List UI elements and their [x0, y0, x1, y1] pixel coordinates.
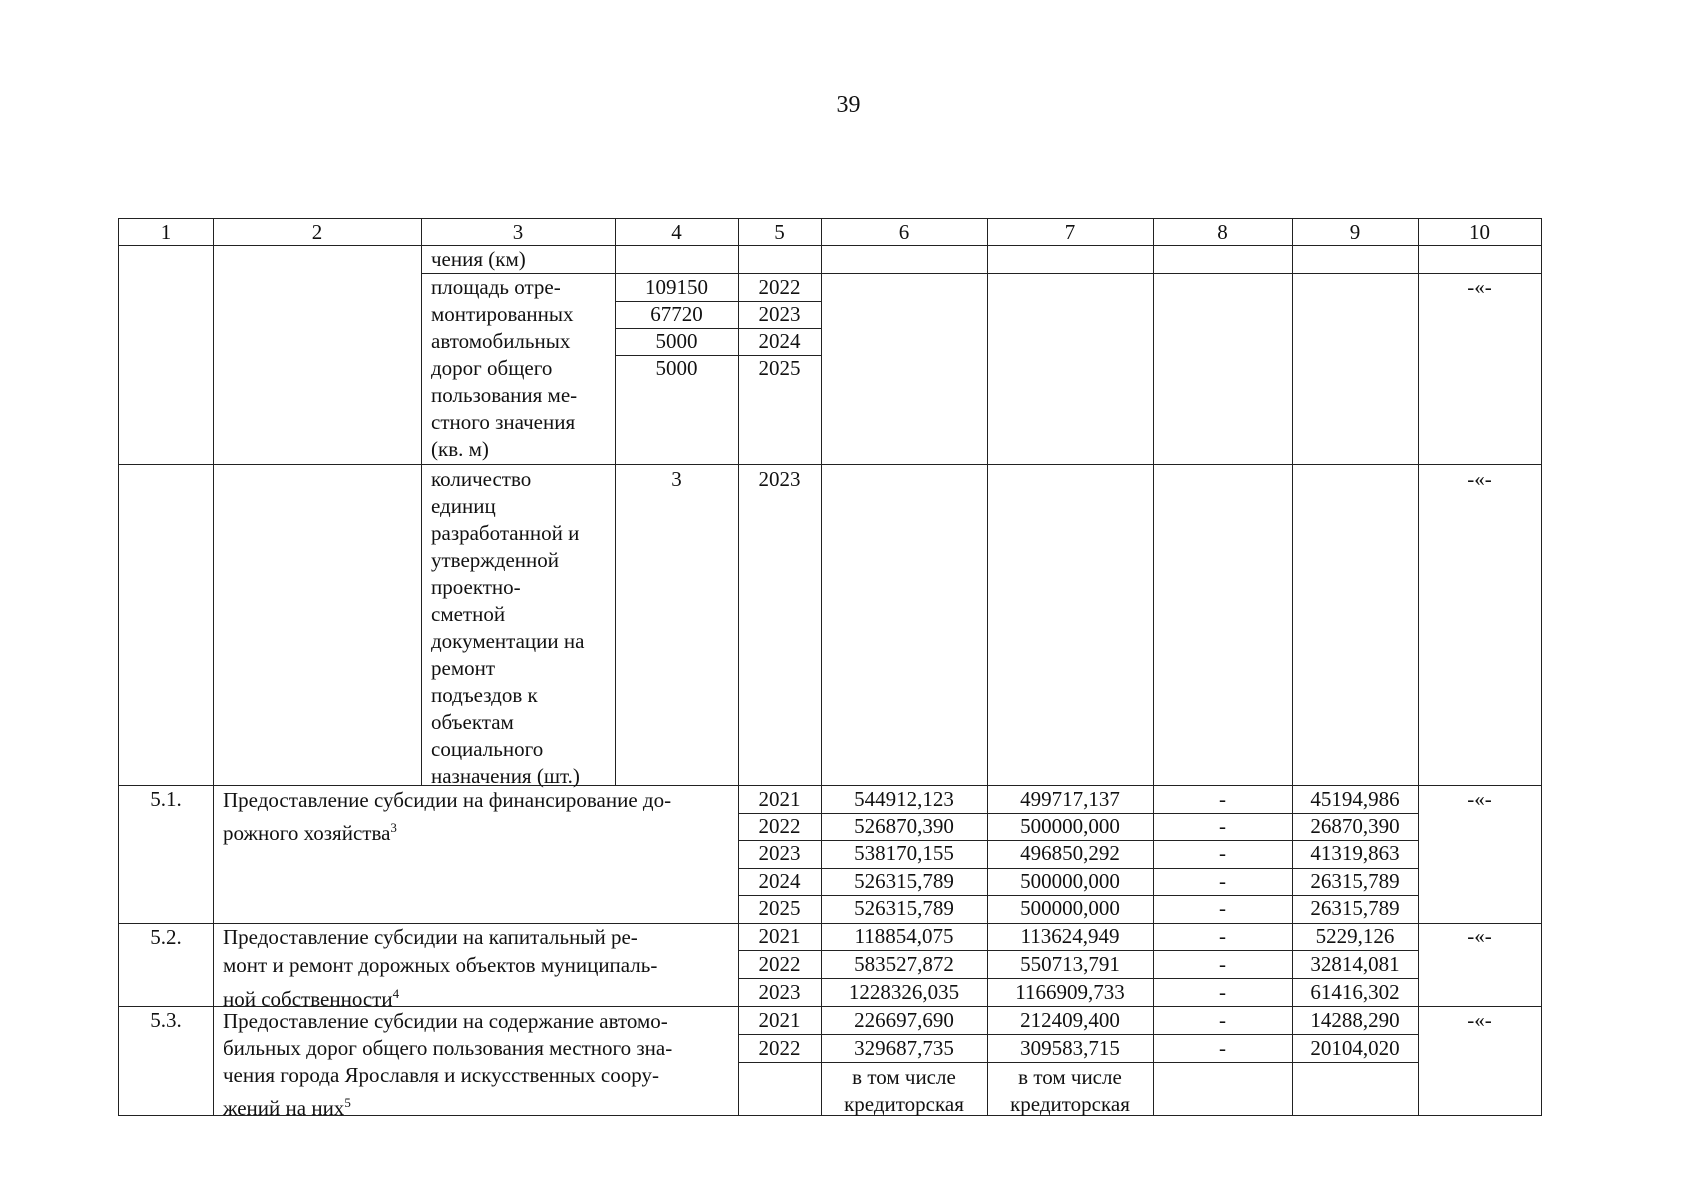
year-cell: 2021	[758, 787, 801, 811]
regional-cell: 500000,000	[1020, 869, 1120, 893]
footnote-mark: 4	[392, 986, 400, 1001]
row-title: жений на них$^5$	[223, 1095, 351, 1120]
row-number: 5.1.	[150, 787, 182, 811]
col-line	[421, 219, 422, 786]
regional-cell: 212409,400	[1020, 1008, 1120, 1032]
year-cell: 2022	[758, 952, 801, 976]
header-cell: 8	[1217, 220, 1228, 244]
total-cell: 1228326,035	[848, 980, 960, 1004]
total-cell: 526870,390	[854, 814, 954, 838]
regional-cell-note: в том числе	[1018, 1065, 1122, 1089]
total-cell: 526315,789	[854, 869, 954, 893]
row-title: монт и ремонт дорожных объектов муниципаль-	[223, 953, 658, 977]
regional-cell: 309583,715	[1020, 1036, 1120, 1060]
indicator-text: социального	[431, 737, 544, 761]
indicator-text: документации на	[431, 629, 585, 653]
indicator-text: разработанной и	[431, 521, 580, 545]
total-cell: 538170,155	[854, 841, 954, 865]
header-cell: 2	[311, 220, 323, 244]
total-cell: 226697,690	[854, 1008, 954, 1032]
indicator-text: количество	[431, 467, 532, 491]
target-value: 3	[671, 467, 682, 491]
header-cell: 1	[160, 220, 172, 244]
total-cell: 526315,789	[854, 896, 954, 920]
row-title: Предоставление субсидии на содержание автомо-	[223, 1009, 668, 1033]
indicator-text: назначения (шт.)	[431, 764, 580, 788]
regional-cell: 550713,791	[1020, 952, 1120, 976]
dash-cell: -	[1219, 980, 1226, 1004]
dash-cell: -	[1219, 841, 1226, 865]
header-cell: 4	[671, 220, 682, 244]
indicator-text: (кв. м)	[431, 437, 489, 461]
data-table	[118, 218, 1542, 1120]
year-cell: 2023	[758, 467, 801, 491]
indicator-text: монтированных	[431, 302, 574, 326]
indicator-text: дорог общего	[431, 356, 553, 380]
indicator-text: стного значения	[431, 410, 576, 434]
dash-cell: -	[1219, 924, 1226, 948]
dash-cell: -	[1219, 1008, 1226, 1032]
row-title: чения города Ярославля и искусственных соору-	[223, 1063, 659, 1087]
indicator-text: автомобильных	[431, 329, 571, 353]
city-cell: 45194,986	[1310, 787, 1400, 811]
city-cell: 20104,020	[1310, 1036, 1400, 1060]
indicator-text: чения (км)	[431, 247, 526, 271]
year-cell: 2024	[758, 329, 801, 353]
indicator-text: утвержденной	[431, 548, 560, 572]
row-title: бильных дорог общего пользования местного зна-	[223, 1036, 673, 1060]
footnote-mark: 3	[390, 820, 397, 835]
city-cell: 26315,789	[1310, 896, 1400, 920]
total-cell: 544912,123	[854, 787, 954, 811]
city-cell: 26315,789	[1310, 869, 1400, 893]
header-cell: 6	[898, 220, 910, 244]
row-number: 5.2.	[150, 925, 182, 949]
year-cell: 2024	[758, 869, 801, 893]
target-value: 5000	[655, 329, 698, 353]
ditto-mark: -«-	[1467, 787, 1492, 811]
year-cell: 2023	[758, 980, 801, 1004]
city-cell: 26870,390	[1310, 814, 1400, 838]
year-cell: 2025	[758, 896, 801, 920]
year-cell: 2022	[758, 814, 801, 838]
dash-cell: -	[1219, 952, 1226, 976]
regional-cell-note: кредиторская	[1010, 1092, 1130, 1116]
total-cell-note: кредиторская	[844, 1092, 964, 1116]
total-cell-note: в том числе	[852, 1065, 956, 1089]
dash-cell: -	[1219, 814, 1226, 838]
col-line	[213, 219, 214, 1115]
year-cell: 2021	[758, 1008, 801, 1032]
target-value: 5000	[655, 356, 698, 380]
year-cell: 2023	[758, 841, 801, 865]
row-number: 5.3.	[150, 1008, 182, 1032]
row-title: Предоставление субсидии на капитальный ре-	[223, 925, 638, 949]
regional-cell: 1166909,733	[1015, 980, 1125, 1004]
header-cell: 10	[1469, 220, 1490, 244]
row-title: ной собственности$^4$	[223, 986, 400, 1011]
indicator-text: ремонт	[431, 656, 496, 680]
footnote-mark: 5	[344, 1095, 351, 1110]
total-cell: 583527,872	[854, 952, 954, 976]
dash-cell: -	[1219, 896, 1226, 920]
city-cell: 5229,126	[1315, 924, 1395, 948]
regional-cell: 113624,949	[1020, 924, 1120, 948]
header-cell: 5	[774, 220, 785, 244]
indicator-text: объектам	[431, 710, 514, 734]
year-cell: 2022	[758, 1036, 801, 1060]
regional-cell: 499717,137	[1020, 787, 1120, 811]
header-cell: 7	[1064, 220, 1076, 244]
dash-cell: -	[1219, 787, 1226, 811]
dash-cell: -	[1219, 1036, 1226, 1060]
page-number: 39	[836, 92, 861, 118]
dash-cell: -	[1219, 869, 1226, 893]
regional-cell: 496850,292	[1020, 841, 1120, 865]
row-title: Предоставление субсидии на финансирование до-	[223, 788, 672, 812]
indicator-text: подъездов к	[431, 683, 538, 707]
target-value: 109150	[645, 275, 708, 299]
city-cell: 41319,863	[1310, 841, 1400, 865]
indicator-text: площадь отре-	[431, 275, 561, 299]
year-cell: 2022	[758, 275, 801, 299]
total-cell: 118854,075	[854, 924, 954, 948]
row-line	[738, 1062, 1418, 1063]
target-value: 67720	[650, 302, 703, 326]
header-cell: 3	[512, 220, 524, 244]
year-cell: 2025	[758, 356, 801, 380]
ditto-mark: -«-	[1467, 924, 1492, 948]
year-cell: 2023	[758, 302, 801, 326]
city-cell: 14288,290	[1310, 1008, 1400, 1032]
ditto-mark: -«-	[1467, 275, 1492, 299]
row-title: рожного хозяйства$^3$	[223, 820, 397, 845]
row-line	[119, 464, 1541, 465]
regional-cell: 500000,000	[1020, 814, 1120, 838]
row-line	[421, 273, 1541, 274]
indicator-text: пользования ме-	[431, 383, 578, 407]
city-cell: 61416,302	[1310, 980, 1400, 1004]
indicator-text: сметной	[431, 602, 506, 626]
indicator-text: единиц	[431, 494, 496, 518]
regional-cell: 500000,000	[1020, 896, 1120, 920]
ditto-mark: -«-	[1467, 1008, 1492, 1032]
indicator-text: проектно-	[431, 575, 521, 599]
city-cell: 32814,081	[1310, 952, 1400, 976]
header-cell: 9	[1349, 220, 1361, 244]
total-cell: 329687,735	[854, 1036, 954, 1060]
ditto-mark: -«-	[1467, 467, 1492, 491]
col-line	[1418, 219, 1419, 1115]
year-cell: 2021	[758, 924, 801, 948]
